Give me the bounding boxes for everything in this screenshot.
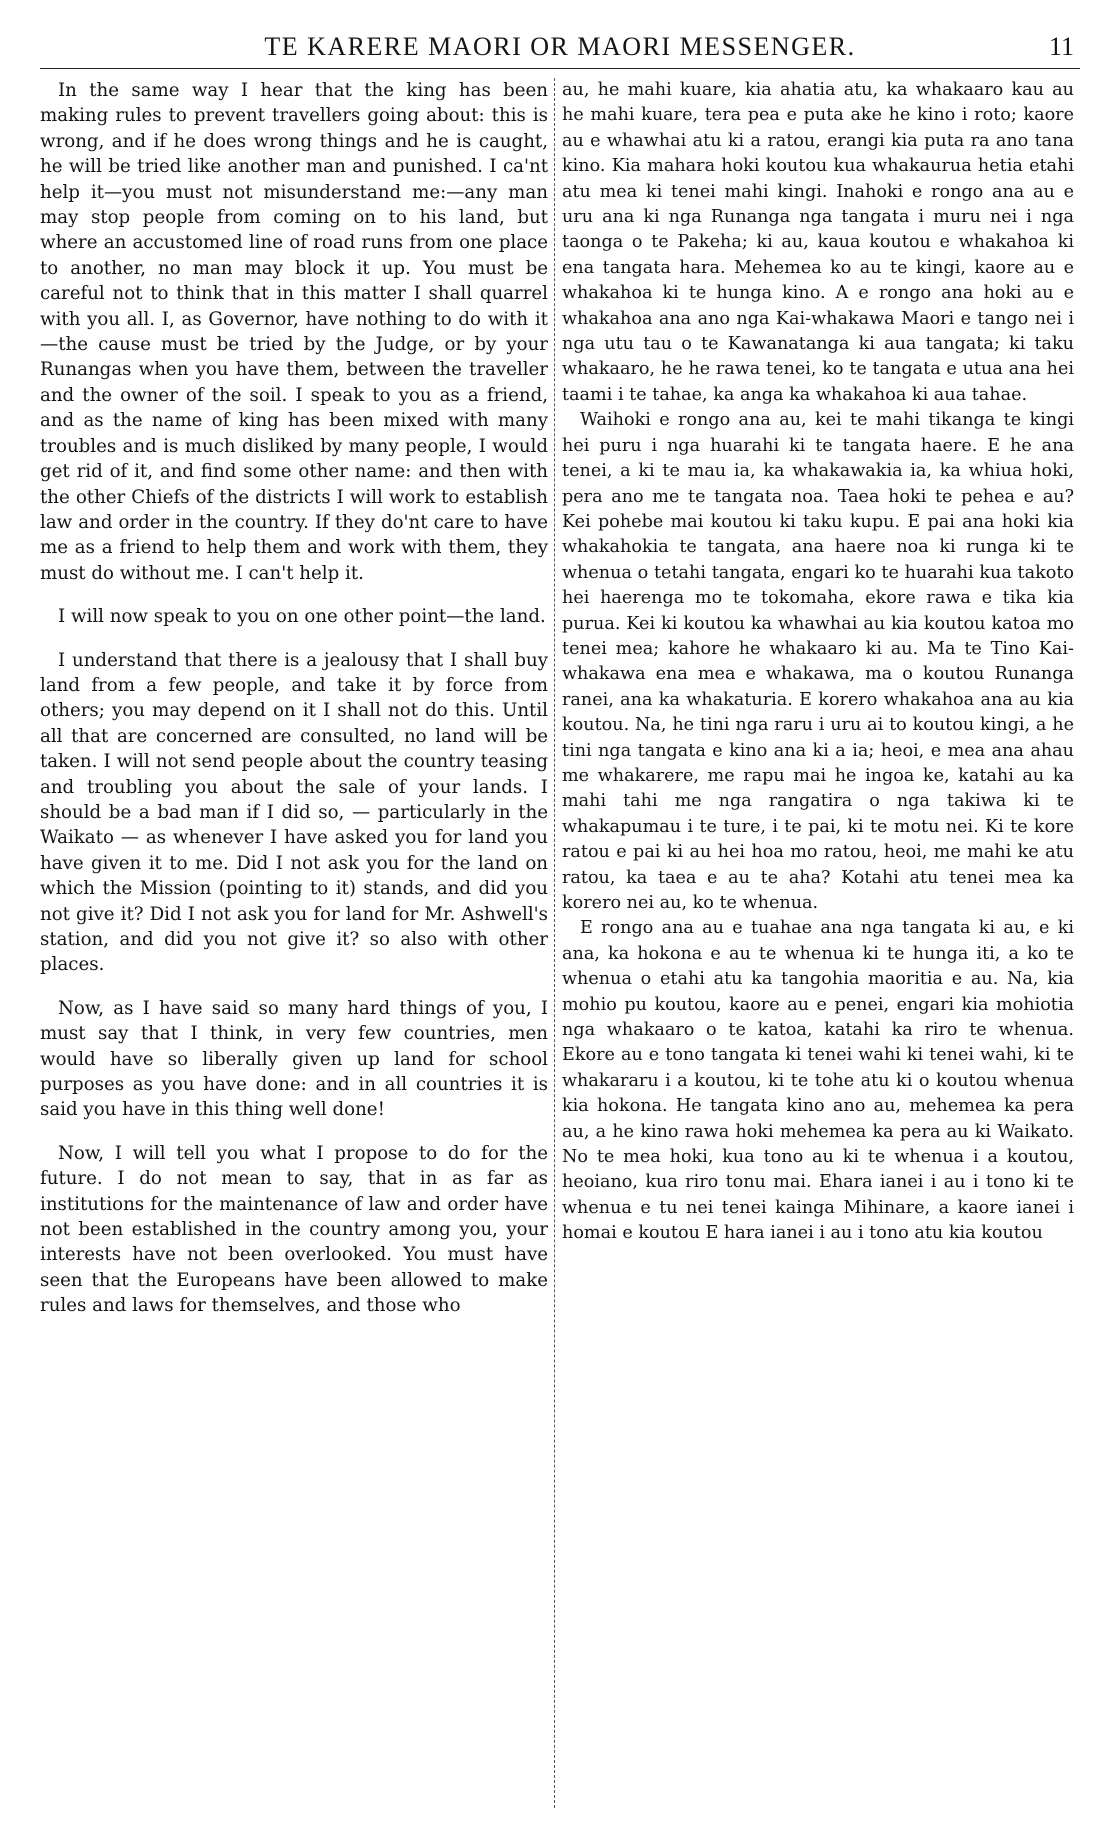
column-divider bbox=[554, 78, 555, 1808]
english-paragraph-1: In the same way I hear that the king has been making rules to prevent travellers going about: this is wrong, and if he does wrong things and he is caught, he will be tried like another man and punished. I ca'nt help it—you must not misunderstand me:—any man may stop people from coming on to his land, but where an accustomed line of road runs from one place to another, no man may block it up. You must be careful not to think that in this matter I shall quarrel with you all. I, as Governor, have nothing to do with it—the cause must be tried by the Judge, or by your Runangas when you have them, between the traveller and the owner of the soil. I speak to you as a friend, and as the name of king has been mixed with many troubles and is much disliked by many people, I would get rid of it, and find some other name: and then with the other Chiefs of the districts I will work to establish law and order in the country. If they do'nt care to have me as a friend to help them and work with them, they must do without me. I can't help it. bbox=[40, 80, 548, 584]
page-header bbox=[40, 30, 1080, 69]
newspaper-title: TE KARERE MAORI OR MAORI MESSENGER. bbox=[264, 32, 856, 61]
article-columns bbox=[40, 78, 1080, 1808]
english-paragraph-4: Now, as I have said so many hard things of you, I must say that I think, in very few countries, men would have so liberally given up land for school purposes as you have done: and in all countries it is said you have in this thing well done! bbox=[40, 997, 548, 1121]
maori-column bbox=[562, 78, 1074, 1808]
maori-paragraph-3: E rongo ana au e tuahae ana nga tangata ki au, e ki ana, ka hokona e au te whenua ki te hunga iti, a ko te whenua o etahi atu ka tangohia maoritia e au. Na, kia mohio pu koutou, kaore au e penei, engari kia mohiotia nga whakaaro o te katoa, katahi ka riro te whenua. Ekore au e tono tangata ki tenei wahi ki tenei wahi, ki te whakararu i a koutou, ki te tohe atu ki o koutou whenua kia hokona. He tangata kino ano au, mehemea ka pera au, a he kino rawa hoki mehemea ka pera au ki Waikato. No te mea hoki, kua tono au ki te whenua i a koutou, heoiano, kua riro tonu mai. Ehara ianei i au i tono ki te whenua e tu nei tenei kainga Mihinare, a kaore ianei i homai e koutou E hara ianei i au i tono atu kia koutou bbox=[562, 918, 1074, 1244]
newspaper-page bbox=[40, 30, 1080, 1810]
english-paragraph-2: I will now speak to you on one other point—the land. bbox=[58, 606, 546, 628]
english-paragraph-3: I understand that there is a jealousy that I shall buy land from a few people, and take it by force from others; you may depend on it I shall not do this. Until all that are concerned are consulted, no land will be taken. I will not send people about the country teasing and troubling you about the sale of your lands. I should be a bad man if I did so, — particularly in the Waikato — as whenever I have asked you for land you have given it to me. Did I not ask you for the land on which the Mission (pointing to it) stands, and did you not give it? Did I not ask you for land for Mr. Ashwell's station, and did you not give it? so also with other places. bbox=[40, 649, 548, 976]
maori-paragraph-2: Waihoki e rongo ana au, kei te mahi tikanga te kingi hei puru i nga huarahi ki te tangata haere. E he ana tenei, a ki te mau ia, ka whakawakia ia, ka whiua hoki, pera ano me te tangata noa. Taea hoki te pehea e au? Kei pohebe mai koutou ki taku kupu. E pai ana hoki kia whakahokia te tangata, ana haere noa ki runga ki te whenua o tetahi tangata, engari ko te huarahi kua takoto hei haerenga mo te tokomaha, ekore rawa e tika kia purua. Kei ki koutou ka whawhai au kia koutou katoa mo tenei mea; kahore he whakaaro ki au. Ma te Tino Kai-whakawa ena mea e whakawa, ma o koutou Runanga ranei, ana ka whakaturia. E korero whakahoa ana au kia koutou. Na, he tini nga raru i uru ai to koutou kingi, a he tini nga tangata e kino ana ki a ia; heoi, e mea ana ahau me whakarere, me rapu mai he ingoa ke, katahi au ka mahi tahi me nga rangatira o nga takiwa ki te whakapumau i te ture, i te pai, ki te motu nei. Ki te kore ratou e pai ki au hei hoa mo ratou, heoi, me mahi ke atu ratou, ka taea e au te aha? Kotahi atu tenei mea ka korero nei au, ko te whenua. bbox=[562, 410, 1074, 913]
page-number: 11 bbox=[1048, 32, 1074, 61]
english-paragraph-5: Now, I will tell you what I propose to do for the future. I do not mean to say, that in as far as institutions for the maintenance of law and order have not been established in the country among you, your interests have not been overlooked. You must have seen that the Europeans have been allowed to make rules and laws for themselves, and those who bbox=[40, 1142, 548, 1317]
maori-paragraph-1: au, he mahi kuare, kia ahatia atu, ka whakaaro kau au he mahi kuare, tera pea e puta ake he kino i roto; kaore au e whawhai atu ki a ratou, erangi kia puta ra ano tana kino. Kia mahara hoki koutou kua whakaurua hetia etahi atu mea ki tenei mahi kingi. Inahoki e rongo ana au e uru ana ki nga Runanga nga tangata i muru nei i nga taonga o te Pakeha; ki au, kaua koutou e whakahoa ki ena tangata hara. Mehemea ko au te kingi, kaore au e whakahoa ki te hunga kino. A e rongo ana hoki au e whakahoa ana ano nga Kai-whakawa Maori e tango nei i nga utu tau o te Kawanatanga ki aua tangata; ki taku whakaaro, he he rawa tenei, ko te tangata e utua ana hei taami i te tahae, ka anga ka whakahoa ki aua tahae. bbox=[562, 80, 1074, 405]
english-column bbox=[40, 78, 548, 1808]
